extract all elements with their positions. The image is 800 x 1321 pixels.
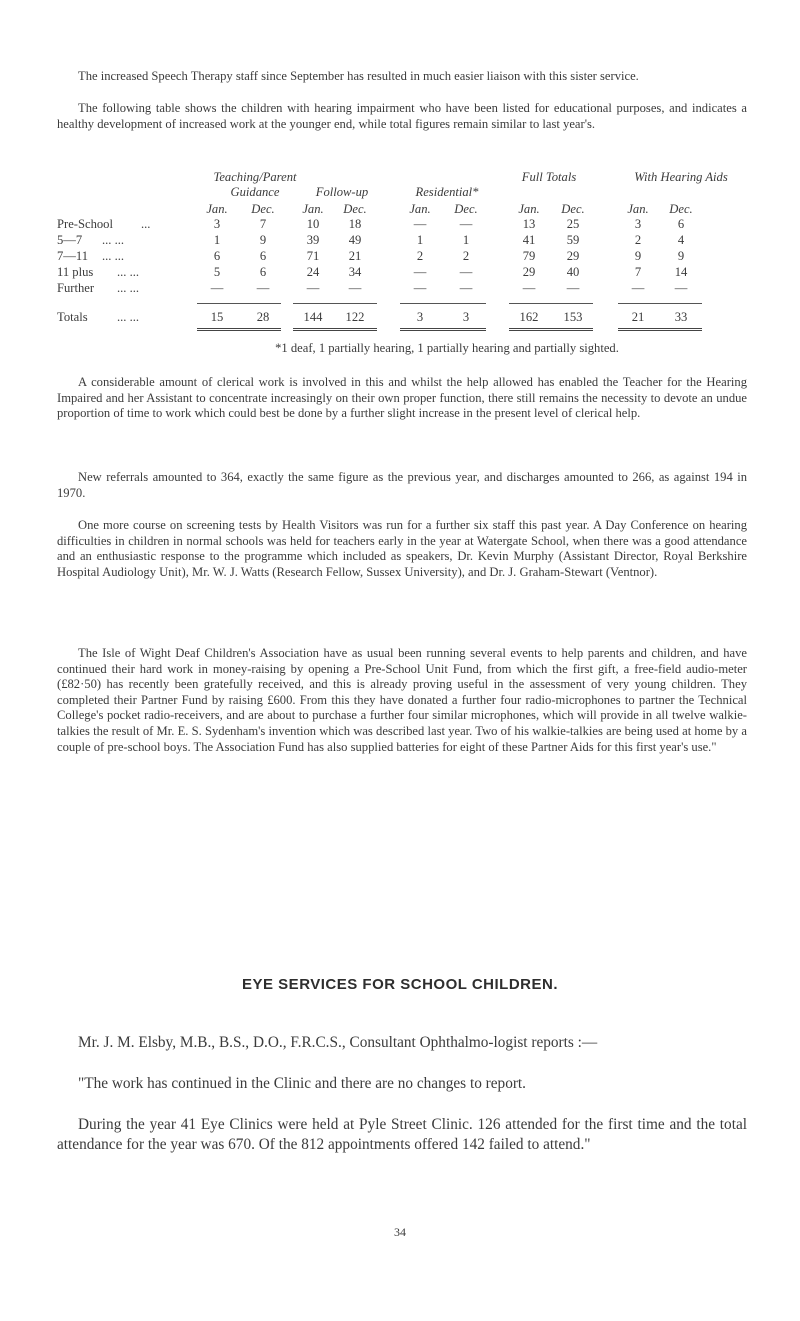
table-cell: — — [413, 265, 427, 279]
table-cell: — — [459, 265, 473, 279]
referrals-paragraph: New referrals amounted to 364, exactly the same figure as the previous year, and discharges amounted to 266, as against 194 in 1970. — [57, 470, 747, 500]
row-label: Further — [57, 281, 95, 295]
clinic-report-line: "The work has continued in the Clinic and there are no changes to report. — [78, 1075, 527, 1092]
row-dots: ... ... — [117, 310, 140, 324]
row-label: Pre-School — [57, 217, 113, 231]
courses-paragraph: One more course on screening tests by Health Visitors was run for a further six staff this past year. A Day Conference on hearing difficulties in children in normal schools was held for teachers early in the year at Watergate School, when there was a good attendance and an enthusiastic response to the programme which included as speakers, Dr. Kevin Murphy (Assistant Director, Royal Berkshire Hospital Audiology Unit), Mr. W. J. Watts (Research Fellow, Sussex University), and Dr. J. Graham-Stewart (Ventnor). — [57, 518, 747, 579]
subhead-totals-dec: Dec. — [561, 202, 585, 216]
totals-cell: 122 — [345, 310, 365, 324]
row-dots: ... ... — [102, 249, 125, 263]
intro-paragraph-1: The increased Speech Therapy staff since September has resulted in much easier liaison with this sister service. — [78, 69, 639, 83]
intro-paragraph-2: The following table shows the children with hearing impairment who have been listed for educational purposes, and indicates a healthy development of increased work at the younger end, while total figures remain similar to last year's. — [57, 101, 747, 131]
row-dots: ... ... — [102, 233, 125, 247]
double-rule-followup — [293, 328, 377, 331]
totals-cell: 3 — [462, 310, 470, 324]
table-cell: 10 — [306, 217, 320, 231]
group-header-residential: Residential* — [415, 185, 479, 199]
table-cell: — — [522, 281, 536, 295]
table-cell: 21 — [348, 249, 362, 263]
table-cell: 3 — [213, 217, 221, 231]
subhead-residential-dec: Dec. — [454, 202, 478, 216]
group-header-guidance: Teaching/Parent Guidance — [213, 170, 297, 199]
totals-cell: 15 — [210, 310, 224, 324]
totals-cell: 3 — [416, 310, 424, 324]
table-cell: 6 — [259, 265, 267, 279]
ophthalmologist-intro: Mr. J. M. Elsby, M.B., B.S., D.O., F.R.C.S., Consultant Ophthalmo-logist reports :— — [78, 1034, 598, 1051]
totals-label: Totals — [57, 310, 88, 324]
table-cell: 7 — [259, 217, 267, 231]
rule-totals — [509, 303, 593, 304]
table-cell: — — [413, 281, 427, 295]
table-cell: 29 — [566, 249, 580, 263]
table-cell: 1 — [462, 233, 470, 247]
row-label: 5—7 — [57, 233, 83, 247]
double-rule-residential — [400, 328, 486, 331]
table-cell: — — [256, 281, 270, 295]
table-cell: 2 — [416, 249, 424, 263]
table-cell: — — [674, 281, 688, 295]
subhead-residential-jan: Jan. — [409, 202, 431, 216]
table-cell: 13 — [522, 217, 536, 231]
page-number: 34 — [394, 1225, 406, 1239]
hearing-impairment-table — [57, 170, 757, 380]
double-rule-guidance — [197, 328, 281, 331]
table-cell: 39 — [306, 233, 320, 247]
table-cell: 3 — [634, 217, 642, 231]
table-cell: 2 — [462, 249, 470, 263]
subhead-followup-dec: Dec. — [343, 202, 367, 216]
table-cell: 9 — [677, 249, 685, 263]
totals-cell: 144 — [303, 310, 323, 324]
table-cell: — — [210, 281, 224, 295]
table-cell: 6 — [259, 249, 267, 263]
table-cell: 71 — [306, 249, 320, 263]
row-dots: ... ... — [117, 281, 140, 295]
subhead-totals-jan: Jan. — [518, 202, 540, 216]
table-cell: 5 — [213, 265, 221, 279]
table-cell: 9 — [259, 233, 267, 247]
table-cell: 29 — [522, 265, 536, 279]
table-cell: 59 — [566, 233, 580, 247]
subhead-guidance-jan: Jan. — [206, 202, 228, 216]
totals-cell: 162 — [519, 310, 539, 324]
totals-cell: 33 — [674, 310, 688, 324]
table-cell: 41 — [522, 233, 536, 247]
table-cell: 25 — [566, 217, 580, 231]
subhead-guidance-dec: Dec. — [251, 202, 275, 216]
group-header-full-totals: Full Totals — [521, 170, 577, 184]
table-cell: — — [566, 281, 580, 295]
table-cell: — — [631, 281, 645, 295]
table-footnote: *1 deaf, 1 partially hearing, 1 partially hearing and partially sighted. — [275, 341, 619, 355]
table-cell: 7 — [634, 265, 642, 279]
table-cell: 49 — [348, 233, 362, 247]
table-cell: 18 — [348, 217, 362, 231]
subhead-followup-jan: Jan. — [302, 202, 324, 216]
totals-cell: 153 — [563, 310, 583, 324]
table-cell: 24 — [306, 265, 320, 279]
row-dots: ... ... — [117, 265, 140, 279]
totals-cell: 28 — [256, 310, 270, 324]
table-cell: 6 — [677, 217, 685, 231]
table-cell: 1 — [416, 233, 424, 247]
rule-aids — [618, 303, 702, 304]
section-heading: EYE SERVICES FOR SCHOOL CHILDREN. — [242, 976, 558, 993]
row-label: 7—11 — [57, 249, 89, 263]
group-header-followup: Follow-up — [315, 185, 369, 199]
table-cell: 14 — [674, 265, 688, 279]
group-header-hearing-aids: With Hearing Aids — [634, 170, 728, 184]
clinic-attendance-paragraph: During the year 41 Eye Clinics were held at Pyle Street Clinic. 126 attended for the first time and the total attendance for the year was 670. Of the 812 appointments offered 142 failed to attend." — [57, 1116, 747, 1153]
table-cell: 9 — [634, 249, 642, 263]
table-cell: — — [348, 281, 362, 295]
subhead-aids-dec: Dec. — [669, 202, 693, 216]
table-cell: 6 — [213, 249, 221, 263]
table-cell: — — [459, 217, 473, 231]
table-cell: — — [306, 281, 320, 295]
table-cell: — — [459, 281, 473, 295]
association-paragraph: The Isle of Wight Deaf Children's Association have as usual been running several events to help parents and children, and have continued their hard work in money-raising by opening a Pre-School Unit Fund, from which the first gift, a free-field audio-meter (£82·50) has recently been gratefully received, and this is already proving useful in the assessment of very young children. They completed their Partner Fund by raising £600. From this they have donated a further four radio-microphones to partner the Technical College's pocket radio-receivers, and are about to purchase a further four similar microphones, which will provide in all twelve walkie-talkies the result of Mr. E. S. Sydenham's invention which was described last year. Two of his walkie-talkies are being used at home by a couple of pre-school boys. The Association Fund has also supplied batteries for eight of these Partner Aids for this first year's use." — [57, 646, 747, 754]
row-label: 11 plus — [57, 265, 94, 279]
double-rule-aids — [618, 328, 702, 331]
table-cell: 40 — [566, 265, 580, 279]
table-cell: 1 — [213, 233, 221, 247]
rule-followup — [293, 303, 377, 304]
totals-cell: 21 — [631, 310, 645, 324]
subhead-aids-jan: Jan. — [627, 202, 649, 216]
rule-guidance — [197, 303, 281, 304]
double-rule-totals — [509, 328, 593, 331]
table-cell: 2 — [634, 233, 642, 247]
table-cell: 79 — [522, 249, 536, 263]
clerical-paragraph: A considerable amount of clerical work is involved in this and whilst the help allowed has enabled the Teacher for the Hearing Impaired and her Assistant to concentrate increasingly on their own proper function, there still remains the necessity to devote an undue proportion of time to work which could best be done by a further slight increase in the present level of clerical help. — [57, 375, 747, 421]
table-cell: 34 — [348, 265, 362, 279]
row-dots: ... — [141, 217, 151, 231]
table-cell: 4 — [677, 233, 685, 247]
rule-residential — [400, 303, 486, 304]
table-cell: — — [413, 217, 427, 231]
